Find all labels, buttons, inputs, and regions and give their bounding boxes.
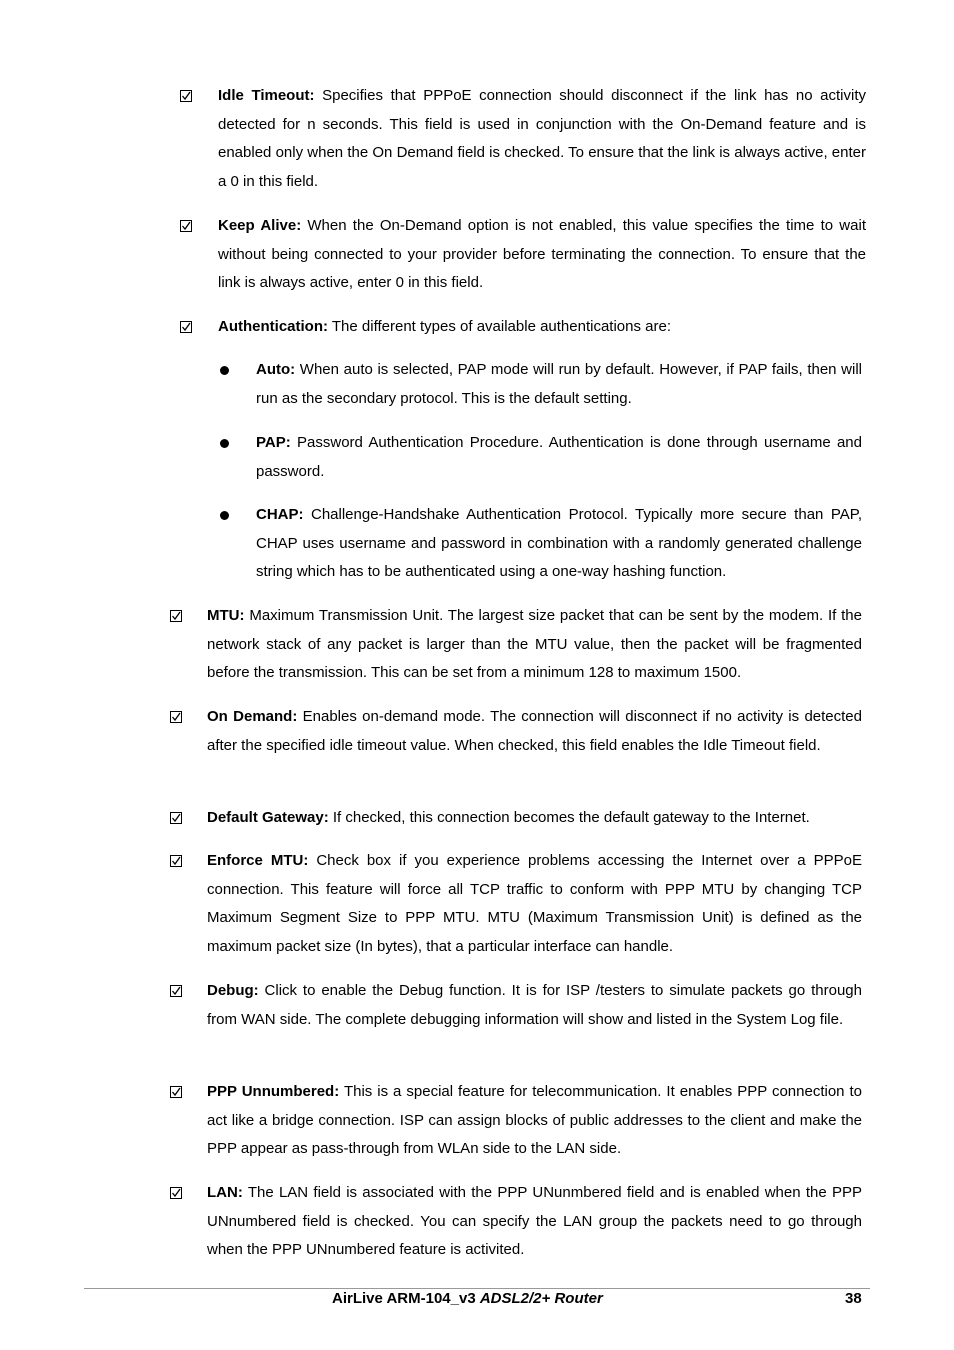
page-number: 38 xyxy=(845,1290,862,1307)
item-label: CHAP: xyxy=(256,506,304,523)
auth-auto-item xyxy=(256,356,862,413)
checkbox-icon xyxy=(170,602,182,631)
item-description: Specifies that PPPoE connection should disconnect if the link has no activity detected for n seconds. This field is used in conjunction with the On-Demand feature and is enabled only when the On Demand field is checked. To ensure that the link is always active, enter a 0 in this field. xyxy=(218,87,866,191)
debug-item xyxy=(207,977,862,1034)
item-label: Default Gateway: xyxy=(207,809,329,826)
default-gateway-item xyxy=(207,804,862,833)
footer-product: AirLive ARM-104_v3 xyxy=(332,1290,480,1307)
footer-divider xyxy=(84,1288,870,1289)
auth-chap-item xyxy=(256,501,862,587)
item-label: On Demand: xyxy=(207,708,298,725)
checkbox-icon xyxy=(170,703,182,732)
checkbox-icon xyxy=(180,212,192,241)
authentication-item xyxy=(218,313,866,342)
item-description: The LAN field is associated with the PPP UNunmbered field and is enabled when the PPP UNnumbered field is checked. You can specify the LAN group the packets need to go through when the PPP UNnumbered feature is activited. xyxy=(207,1184,862,1259)
bullet-icon xyxy=(220,511,229,520)
bullet-icon xyxy=(220,366,229,375)
idle-timeout-item xyxy=(218,82,866,197)
checkbox-icon xyxy=(170,977,182,1006)
item-label: Auto: xyxy=(256,361,296,378)
item-description: The different types of available authentications are: xyxy=(328,318,672,335)
checkbox-icon xyxy=(170,847,182,876)
item-description: Password Authentication Procedure. Authentication is done through username and password. xyxy=(256,434,862,480)
item-description: Maximum Transmission Unit. The largest size packet that can be sent by the modem. If the network stack of any packet is larger than the MTU value, then the packet will be fragmented before the transmission. This can be set from a minimum 128 to maximum 1500. xyxy=(207,607,862,682)
checkbox-icon xyxy=(170,804,182,833)
checkbox-icon xyxy=(170,1179,182,1208)
bullet-icon xyxy=(220,439,229,448)
item-label: Keep Alive: xyxy=(218,217,302,234)
item-description: If checked, this connection becomes the default gateway to the Internet. xyxy=(328,809,810,826)
item-description: When auto is selected, PAP mode will run by default. However, if PAP fails, then will run as the secondary protocol. This is the default setting. xyxy=(256,361,862,407)
mtu-item xyxy=(207,602,862,688)
item-description: Challenge-Handshake Authentication Protocol. Typically more secure than PAP, CHAP uses username and password in combination with a randomly generated challenge string which has to be authenticated using a one-way hashing function. xyxy=(256,506,862,581)
item-label: MTU: xyxy=(207,607,245,624)
item-label: PAP: xyxy=(256,434,291,451)
checkbox-icon xyxy=(180,82,192,111)
item-description: Enables on-demand mode. The connection will disconnect if no activity is detected after the specified idle timeout value. When checked, this field enables the Idle Timeout field. xyxy=(207,708,862,754)
footer-title xyxy=(332,1290,603,1308)
item-label: Debug: xyxy=(207,982,259,999)
lan-item xyxy=(207,1179,862,1265)
keep-alive-item xyxy=(218,212,866,298)
checkbox-icon xyxy=(170,1078,182,1107)
item-label: LAN: xyxy=(207,1184,243,1201)
checkbox-icon xyxy=(180,313,192,342)
footer-product-type: ADSL2/2+ Router xyxy=(479,1290,603,1307)
auth-pap-item xyxy=(256,429,862,486)
item-description: Check box if you experience problems accessing the Internet over a PPPoE connection. This feature will force all TCP traffic to conform with PPP MTU by changing TCP Maximum Segment Size to PPP MTU. MTU (Maximum Transmission Unit) is defined as the maximum packet size (In bytes), that a particular interface can handle. xyxy=(207,852,862,956)
enforce-mtu-item xyxy=(207,847,862,962)
item-description: This is a special feature for telecommunication. It enables PPP connection to act like a bridge connection. ISP can assign blocks of public addresses to the client and make the PPP appear as pass-through from WLAn side to the LAN side. xyxy=(207,1083,863,1158)
item-label: Enforce MTU: xyxy=(207,852,309,869)
item-label: Authentication: xyxy=(218,318,328,335)
item-description: Click to enable the Debug function. It is for ISP /testers to simulate packets go through from WAN side. The complete debugging information will show and listed in the System Log file. xyxy=(207,982,862,1028)
on-demand-item xyxy=(207,703,862,760)
item-label: Idle Timeout: xyxy=(218,87,315,104)
item-label: PPP Unnumbered: xyxy=(207,1083,340,1100)
ppp-unnumbered-item xyxy=(207,1078,862,1164)
item-description: When the On-Demand option is not enabled, this value specifies the time to wait without being connected to your provider before terminating the connection. To ensure that the link is always active, enter 0 in this field. xyxy=(218,217,866,292)
